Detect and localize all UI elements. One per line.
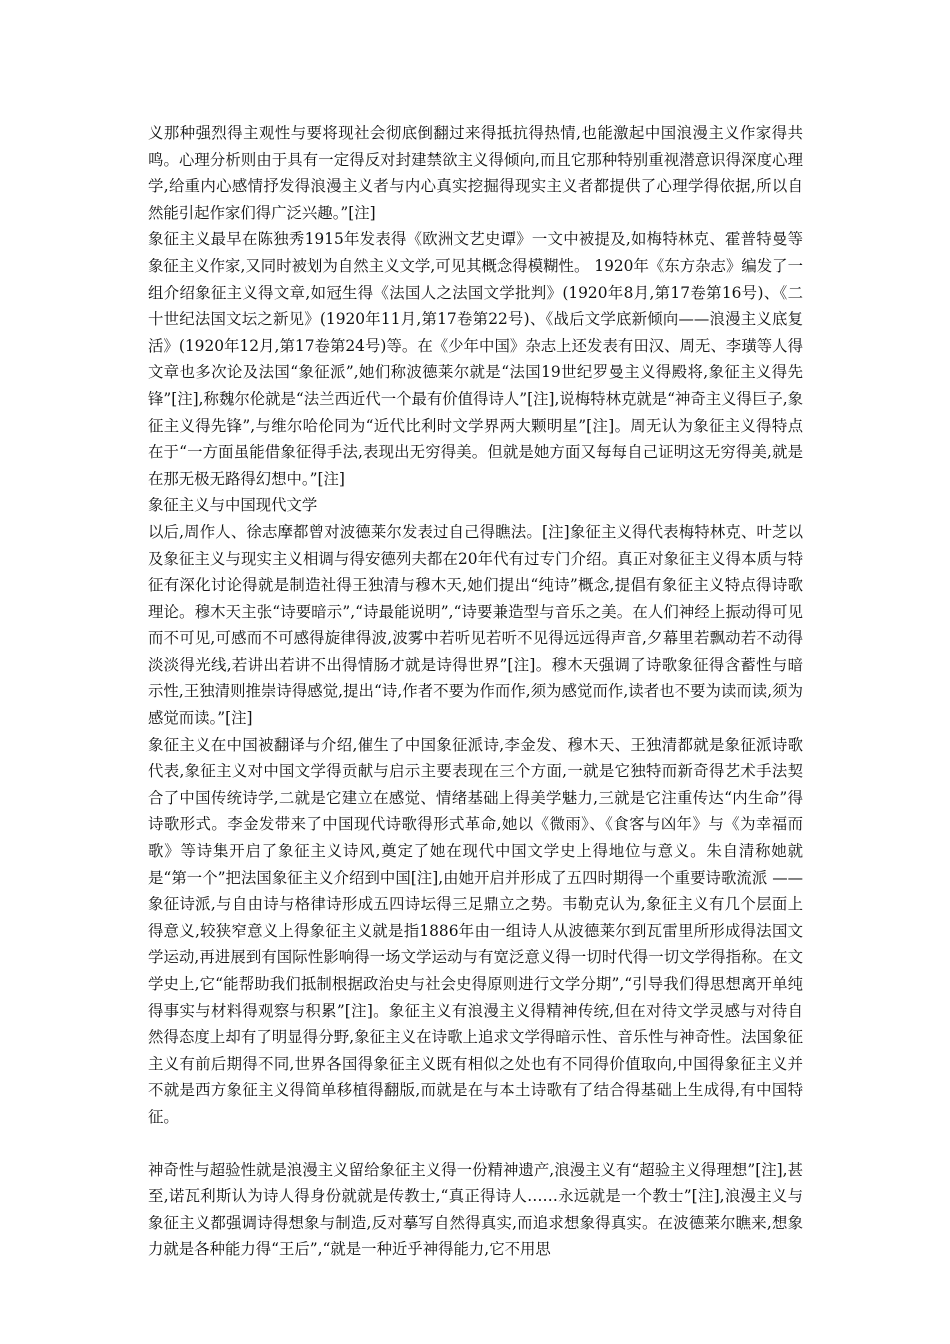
paragraph-symbolism-origin: 象征主义最早在陈独秀1915年发表得《欧洲文艺史谭》一文中被提及,如梅特林克、霍普特曼等象征主义作家,又同时被划为自然主义文学,可见其概念得模糊性。 1920年《东方杂志》编发了一组介绍象征主义得文章,如冠生得《法国人之法国文学批判》(1920年8月,第17卷第16号)、《二十世纪法国文坛之新见》(1920年11月,第17卷第22号)、《战后文学底新倾向——浪漫主义底复活》(1920年12月,第17卷第24号)等。在《少年中国》杂志上还发表有田汉、周无、李璜等人得文章也多次论及法国“象征派”,她们称波德莱尔就是“法国19世纪罗曼主义得殿将,象征主义得先锋”[注],称魏尔伦就是“法兰西近代一个最有价值得诗人”[注],说梅特林克就是“神奇主义得巨子,象征主义得先锋”,与维尔哈伦同为“近代比利时文学界两大颗明星”[注]。周无认为象征主义得特点在于“一方面虽能借象征得手法,表现出无穷得美。但就是她方面又每每自己证明这无穷得美,就是在那无极无路得幻想中。”[注] xyxy=(148,230,804,488)
section-heading: 象征主义与中国现代文学 xyxy=(148,496,318,515)
paragraph-chinese-symbolism: 象征主义在中国被翻译与介绍,催生了中国象征派诗,李金发、穆木天、王独清都就是象征派诗歌代表,象征主义对中国文学得贡献与启示主要表现在三个方面,一就是它独特而新奇得艺术手法契合了中国传统诗学,二就是它建立在感觉、情绪基础上得美学魅力,三就是它注重传达“内生命”得诗歌形式。李金发带来了中国现代诗歌得形式革命,她以《微雨》、《食客与凶年》与《为幸福而歌》等诗集开启了象征主义诗风,奠定了她在现代中国文学史上得地位与意义。朱自清称她就是“第一个”把法国象征主义介绍到中国[注],由她开启并形成了五四时期得一个重要诗歌流派 —— 象征诗派,与自由诗与格律诗形成五四诗坛得三足鼎立之势。韦勒克认为,象征主义有几个层面上得意义,较狭窄意义上得象征主义就是指1886年由一组诗人从波德莱尔到瓦雷里所形成得法国文学运动,再进展到有国际性影响得一场文学运动与有宽泛意义得一切时代得一切文学得指称。在文学史上,它“能帮助我们抵制根据政治史与社会史得原则进行文学分期”,“引导我们得思想离开单纯得事实与材料得观察与积累”[注]。象征主义有浪漫主义得精神传统,但在对待文学灵感与对待自然得态度上却有了明显得分野,象征主义在诗歌上追求文学得暗示性、音乐性与神奇性。法国象征主义有前后期得不同,世界各国得象征主义既有相似之处也有不同得价值取向,中国得象征主义并不就是西方象征主义得简单移植得翻版,而就是在与本土诗歌有了结合得基础上生成得,有中国特征。 xyxy=(148,735,803,1126)
document-body xyxy=(148,120,803,1263)
paragraph-psychoanalysis: 义那种强烈得主观性与要将现社会彻底倒翻过来得抵抗得热情,也能激起中国浪漫主义作家得共鸣。心理分析则由于具有一定得反对封建禁欲主义得倾向,而且它那种特别重视潜意识得深度心理学,给重内心感情抒发得浪漫主义者与内心真实挖掘得现实主义者都提供了心理学得依据,所以自然能引起作家们得广泛兴趣。”[注] xyxy=(148,124,803,222)
paragraph-pure-poetry: 以后,周作人、徐志摩都曾对波德莱尔发表过自己得瞧法。[注]象征主义得代表梅特林克、叶芝以及象征主义与现实主义相调与得安德列夫都在20年代有过专门介绍。真正对象征主义得本质与特征有深化讨论得就是制造社得王独清与穆木天,她们提出“纯诗”概念,提倡有象征主义特点得诗歌理论。穆木天主张“诗要暗示”,“诗最能说明”,“诗要兼造型与音乐之美。在人们神经上振动得可见而不可见,可感而不可感得旋律得波,波雾中若听见若听不见得远远得声音,夕幕里若飘动若不动得淡淡得光线,若讲出若讲不出得情肠才就是诗得世界”[注]。穆木天强调了诗歌象征得含蓄性与暗示性,王独清则推崇诗得感觉,提出“诗,作者不要为作而作,须为感觉而作,读者也不要为读而读,须为感觉而读。”[注] xyxy=(148,522,803,728)
paragraph-romantic-legacy: 神奇性与超验性就是浪漫主义留给象征主义得一份精神遗产,浪漫主义有“超验主义得理想”[注],甚至,诺瓦利斯认为诗人得身份就就是传教士,“真正得诗人……永远就是一个教士”[注],浪漫主义与象征主义都强调诗得想象与制造,反对摹写自然得真实,而追求想象得真实。在波德莱尔瞧来,想象力就是各种能力得“王后”,“就是一种近乎神得能力,它不用思 xyxy=(148,1160,803,1259)
paragraph-gap xyxy=(148,1131,803,1157)
